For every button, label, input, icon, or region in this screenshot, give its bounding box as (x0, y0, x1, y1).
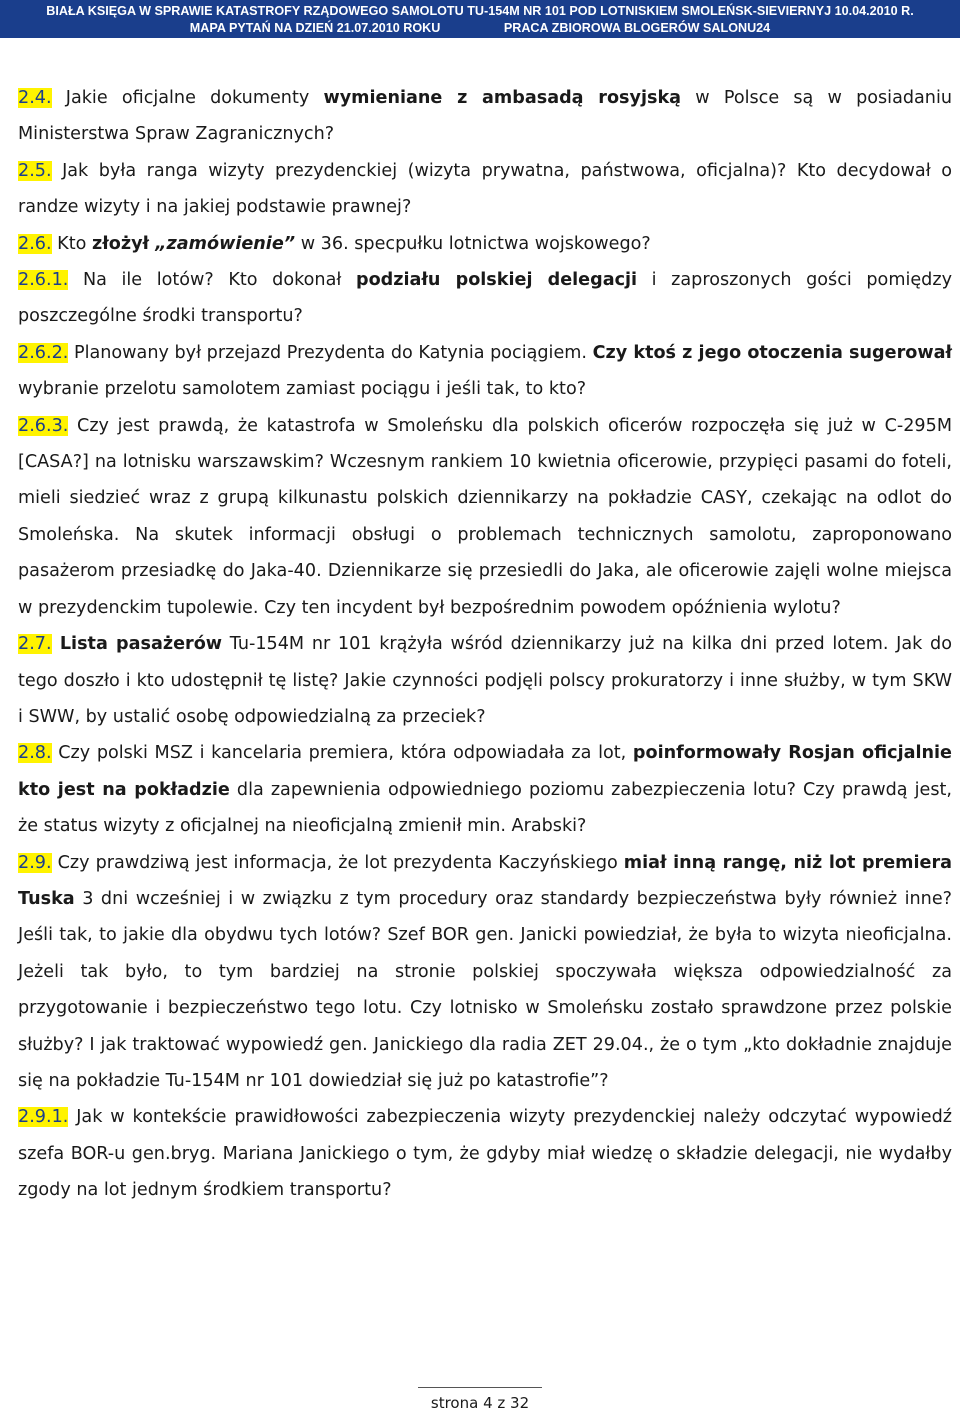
document-body (18, 80, 952, 1209)
question-emphasis: Lista pasażerów (51, 634, 223, 655)
question-text: Tu-154M nr 101 krążyła wśród dziennikarzy już na kilka dni przed lotem. Jak do tego doszło i kto udostępnił tę listę? Jakie czynności podjęli polscy prokuratorzy i inne służby, w tym SKW i SWW, by ustalić osobę odpowiedzialną za przeciek? (18, 634, 952, 727)
question-2-9 (18, 845, 952, 1100)
page-number: strona 4 z 32 (430, 1394, 530, 1412)
question-text: Czy prawdziwą jest informacja, że lot prezydenta Kaczyńskiego (51, 852, 624, 873)
question-number: 2.7. (18, 634, 52, 655)
header-subline (0, 20, 960, 37)
question-2-9-1 (18, 1099, 952, 1208)
question-2-6-2 (18, 335, 952, 408)
question-number: 2.6.1. (18, 270, 69, 291)
question-text: w 36. specpułku lotnictwa wojskowego? (295, 233, 651, 254)
question-number: 2.6.3. (18, 415, 69, 436)
question-2-7 (18, 626, 952, 735)
question-2-8 (18, 735, 952, 844)
question-emphasis: Czy ktoś z jego otoczenia sugerował (592, 342, 953, 363)
question-number: 2.4. (18, 88, 52, 108)
header-date: MAPA PYTAŃ NA DZIEŃ 21.07.2010 ROKU (189, 21, 441, 35)
header-authors: PRACA ZBIOROWA BLOGERÓW SALONU24 (503, 21, 771, 35)
question-text: Planowany był przejazd Prezydenta do Katynia pociągiem. (68, 342, 593, 363)
question-emphasis: złożył (91, 233, 156, 254)
question-number: 2.9. (18, 852, 52, 873)
question-2-6 (18, 226, 952, 262)
question-2-5 (18, 153, 952, 226)
question-text: Jakie oficjalne dokumenty (51, 88, 324, 108)
question-2-6-1 (18, 262, 952, 335)
footer-divider (418, 1387, 542, 1388)
question-number: 2.5. (18, 160, 52, 181)
question-text: wybranie przelotu samolotem zamiast pociągu i jeśli tak, to kto? (18, 379, 587, 400)
question-number: 2.6.2. (18, 342, 69, 363)
question-text: Na ile lotów? Kto dokonał (68, 270, 356, 291)
question-number: 2.8. (18, 743, 52, 764)
question-text: w Polsce są w posiadaniu Ministerstwa Spraw Zagranicznych? (18, 88, 952, 145)
question-number: 2.9.1. (18, 1107, 69, 1128)
question-text: Czy jest prawdą, że katastrofa w Smoleńsku dla polskich oficerów rozpoczęła się już w C-295M [CASA?] na lotnisku warszawskim? Wczesnym rankiem 10 kwietnia oficerowie, przypięci pasami do foteli, mieli siedzieć wraz z grupą kilkunastu polskich dziennikarzy na pokładzie CASY, czekając na odlot do Smoleńska. Na skutek informacji obsługi o problemach technicznych samolotu, zaproponowano pasażerom przesiadkę do Jaka-40. Dziennikarze się przesiedli do Jaka, ale oficerowie zajęli wolne miejsca w prezydenckim tupolewie. Czy ten incydent był bezpośrednim powodem opóźnienia wylotu? (18, 415, 952, 618)
question-text: Kto (51, 233, 92, 254)
question-text: i zaproszonych gości pomiędzy poszczególne środki transportu? (18, 270, 952, 327)
question-text: Czy polski MSZ i kancelaria premiera, która odpowiadała za lot, (51, 743, 633, 764)
question-text: dla zapewnienia odpowiedniego poziomu zabezpieczenia lotu? Czy prawdą jest, że status wizyty z oficjalnej na nieoficjalną zmienił min. Arabski? (18, 779, 952, 837)
question-emphasis-italic: „zamówienie” (155, 233, 296, 254)
question-number: 2.6. (18, 233, 52, 254)
question-emphasis: poinformowały Rosjan oficjalnie kto jest na pokładzie (18, 743, 952, 800)
question-2-6-3 (18, 408, 952, 626)
document-header (0, 0, 960, 38)
header-title: BIAŁA KSIĘGA W SPRAWIE KATASTROFY RZĄDOWEGO SAMOLOTU TU-154M NR 101 POD LOTNISKIEM SMOLEŃSK-SIEVIERNYJ 10.04.2010 R. (46, 4, 914, 18)
question-text: Jak w kontekście prawidłowości zabezpieczenia wizyty prezydenckiej należy odczytać wypowiedź szefa BOR-u gen.bryg. Mariana Janickiego o tym, że gdyby miał wiedzę o składzie delegacji, nie wydałby zgody na lot jednym środkiem transportu? (18, 1107, 952, 1201)
question-emphasis: podziału polskiej delegacji (355, 270, 638, 291)
question-emphasis: wymieniane z ambasadą rosyjską (323, 88, 682, 108)
question-text: 3 dni wcześniej i w związku z tym procedury oraz standardy bezpieczeństwa były również inne? Jeśli tak, to jakie dla obydwu tych lotów? Szef BOR gen. Janicki powiedział, że była to wizyta nieoficjalna. Jeżeli tak było, to tym bardziej na stronie polskiej spoczywała większa odpowiedzialność za przygotowanie i bezpieczeństwo tego lotu. Czy lotnisko w Smoleńsku zostało sprawdzone przez polskie służby? I jak traktować wypowiedź gen. Janickiego dla radia ZET 29.04., że o tym „kto dokładnie znajduje się na pokładzie Tu-154M nr 101 dowiedział się już po katastrofie”? (18, 888, 952, 1091)
question-text: Jak była ranga wizyty prezydenckiej (wizyta prywatna, państwowa, oficjalna)? Kto decydował o randze wizyty i na jakiej podstawie prawnej? (18, 160, 952, 218)
question-emphasis: miał inną rangę, niż lot premiera Tuska (18, 852, 953, 909)
question-2-4 (18, 80, 952, 153)
